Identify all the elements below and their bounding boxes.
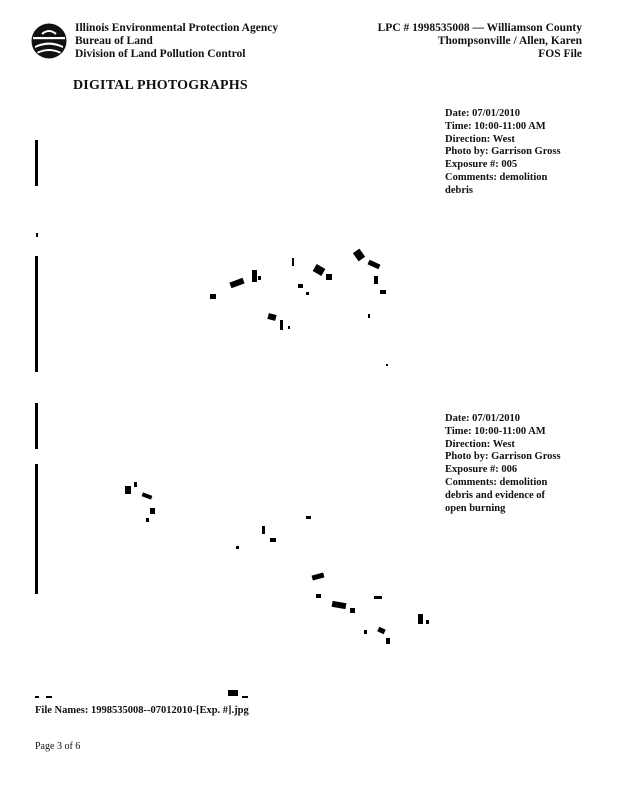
- photo-1-metadata: [445, 108, 561, 198]
- photo-1-exposure: Exposure #: 005: [445, 159, 518, 171]
- photo-2-date: Date: 07/01/2010: [445, 413, 520, 424]
- photo-2: [30, 398, 435, 703]
- agency-logo: [30, 22, 68, 60]
- photo-2-photographer: Photo by: Garrison Gross: [445, 451, 561, 463]
- site-name: Thompsonville / Allen, Karen: [437, 35, 582, 47]
- photo-2-comments-cont: debris and evidence of: [445, 489, 546, 501]
- photo-2-time: Time: 10:00-11:00 AM: [445, 425, 546, 437]
- photo-1-date: Date: 07/01/2010: [445, 108, 520, 119]
- photo-2-metadata: [445, 413, 561, 515]
- photo-1-comments-cont: debris: [445, 184, 474, 196]
- photo-1-direction: Direction: West: [445, 133, 515, 145]
- page-number: Page 3 of 6: [35, 741, 81, 752]
- agency-block: [75, 22, 278, 61]
- file-type: FOS File: [538, 48, 582, 60]
- file-names: File Names: 1998535008--07012010-[Exp. #].jpg: [35, 705, 249, 716]
- division-name: Division of Land Pollution Control: [75, 48, 246, 60]
- photo-2-exposure: Exposure #: 006: [445, 464, 518, 476]
- photo-1: [30, 108, 435, 398]
- photo-2-direction: Direction: West: [445, 438, 515, 450]
- bureau-name: Bureau of Land: [75, 35, 153, 47]
- photo-1-comments: Comments: demolition: [445, 171, 548, 183]
- photo-2-comments: Comments: demolition: [445, 476, 548, 488]
- agency-name: Illinois Environmental Protection Agency: [75, 22, 279, 34]
- page-title: DIGITAL PHOTOGRAPHS: [73, 78, 248, 93]
- photo-2-comments-cont-2: open burning: [445, 502, 506, 514]
- site-block: [378, 22, 582, 61]
- photo-1-time: Time: 10:00-11:00 AM: [445, 120, 546, 132]
- photo-1-photographer: Photo by: Garrison Gross: [445, 146, 561, 158]
- lpc-number: LPC # 1998535008 — Williamson County: [377, 22, 582, 34]
